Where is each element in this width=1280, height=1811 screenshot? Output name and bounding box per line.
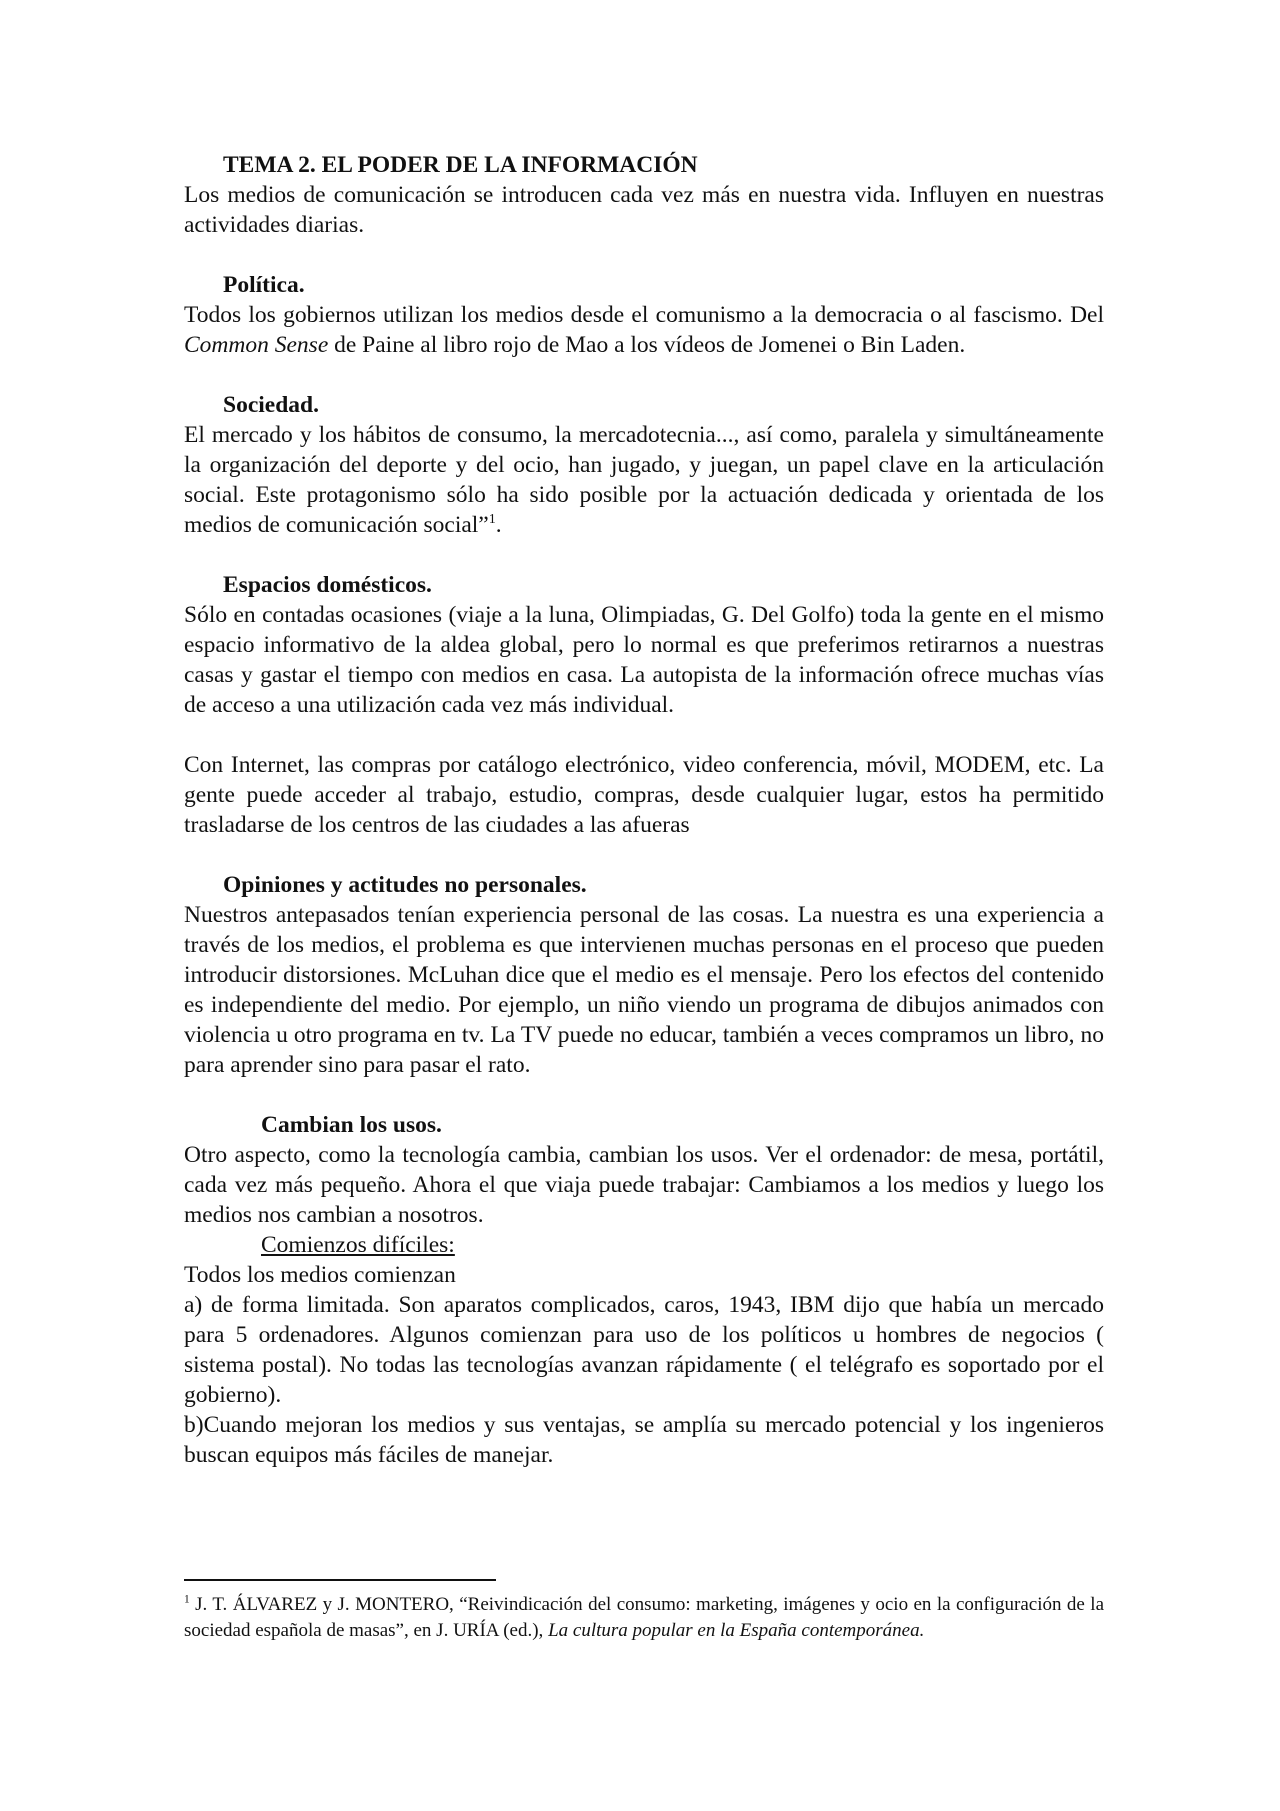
footnote-number: 1 <box>184 1593 190 1606</box>
paragraph-gap <box>184 720 1104 750</box>
section-heading-politica <box>184 270 1104 300</box>
politica-text-before: Todos los gobiernos utilizan los medios desde el comunismo a la democracia o al fascismo. Del <box>184 302 1104 328</box>
document-title: TEMA 2. EL PODER DE LA INFORMACIÓN <box>223 152 698 178</box>
footnote-reference: 1 <box>488 511 496 528</box>
section-heading-cambian: Cambian los usos. <box>261 1112 442 1138</box>
politica-paragraph <box>184 300 1104 360</box>
intro-paragraph: Los medios de comunicación se introducen cada vez más en nuestra vida. Influyen en nuestras actividades diarias. <box>184 182 1104 238</box>
comienzos-line: Todos los medios comienzan <box>184 1262 456 1288</box>
comienzos-item-a: a) de forma limitada. Son aparatos complicados, caros, 1943, IBM dijo que había un mercado para 5 ordenadores. Algunos comienzan para uso de los políticos u hombres de negocios ( sistema postal). No todas las tecnologías avanzan rápidamente ( el telégrafo es soportado por el gobierno). <box>184 1292 1104 1408</box>
document-body <box>184 150 1104 1470</box>
footnote <box>184 1592 1104 1644</box>
section-heading-opiniones: Opiniones y actitudes no personales. <box>223 872 587 898</box>
paragraph-gap <box>184 840 1104 870</box>
section-heading-espacios: Espacios domésticos. <box>223 572 432 598</box>
paragraph-gap <box>184 540 1104 570</box>
sociedad-text-end: . <box>495 512 502 538</box>
opiniones-paragraph: Nuestros antepasados tenían experiencia personal de las cosas. La nuestra es una experiencia a través de los medios, el problema es que intervienen muchas personas en el proceso que pueden introducir distorsiones. McLuhan dice que el medio es el mensaje. Pero los efectos del contenido es independiente del medio. Por ejemplo, un niño viendo un programa de dibujos animados con violencia u otro programa en tv. La TV puede no educar, también a veces compramos un libro, no para aprender sino para pasar el rato. <box>184 902 1104 1078</box>
espacios-paragraph-2: Con Internet, las compras por catálogo electrónico, video conferencia, móvil, MODEM, etc. La gente puede acceder al trabajo, estudio, compras, desde cualquier lugar, estos ha permitido trasladarse de los centros de las ciudades a las afueras <box>184 752 1104 838</box>
espacios-paragraph: Sólo en contadas ocasiones (viaje a la luna, Olimpiadas, G. Del Golfo) toda la gente en el mismo espacio informativo de la aldea global, pero lo normal es que preferimos retirarnos a nuestras casas y gastar el tiempo con medios en casa. La autopista de la información ofrece muchas vías de acceso a una utilización cada vez más individual. <box>184 602 1104 718</box>
footnote-separator <box>184 1579 496 1581</box>
sociedad-text: El mercado y los hábitos de consumo, la mercadotecnia..., así como, paralela y simultáneamente la organización del deporte y del ocio, han jugado, y juegan, un papel clave en la articulación social. Este protagonismo sólo ha sido posible por la actuación dedicada y orientada de los medios de comunicación social” <box>184 422 1104 538</box>
paragraph-gap <box>184 1080 1104 1110</box>
footnote-text: J. T. ÁLVAREZ y J. MONTERO, “Reivindicación del consumo: marketing, imágenes y ocio en la configuración de la sociedad española de masas”, en J. URÍA (ed.), <box>184 1594 1104 1641</box>
politica-text-after: de Paine al libro rojo de Mao a los vídeos de Jomenei o Bin Laden. <box>328 332 966 358</box>
politica-text-italic: Common Sense <box>184 332 329 358</box>
politica-heading-suffix: . <box>298 272 305 298</box>
paragraph-gap <box>184 240 1104 270</box>
subheading-comienzos: Comienzos difíciles: <box>261 1232 455 1258</box>
sociedad-paragraph <box>184 420 1104 540</box>
cambian-paragraph: Otro aspecto, como la tecnología cambia, cambian los usos. Ver el ordenador: de mesa, portátil, cada vez más pequeño. Ahora el que viaja puede trabajar: Cambiamos a los medios y luego los medios nos cambian a nosotros. <box>184 1142 1104 1228</box>
comienzos-item-b: b)Cuando mejoran los medios y sus ventajas, se amplía su mercado potencial y los ingenieros buscan equipos más fáciles de manejar. <box>184 1412 1104 1468</box>
section-heading-sociedad: Sociedad. <box>223 392 319 418</box>
footnote-italic-title: La cultura popular en la España contemporánea. <box>548 1620 925 1641</box>
politica-heading-text: Política <box>223 272 299 298</box>
paragraph-gap <box>184 360 1104 390</box>
